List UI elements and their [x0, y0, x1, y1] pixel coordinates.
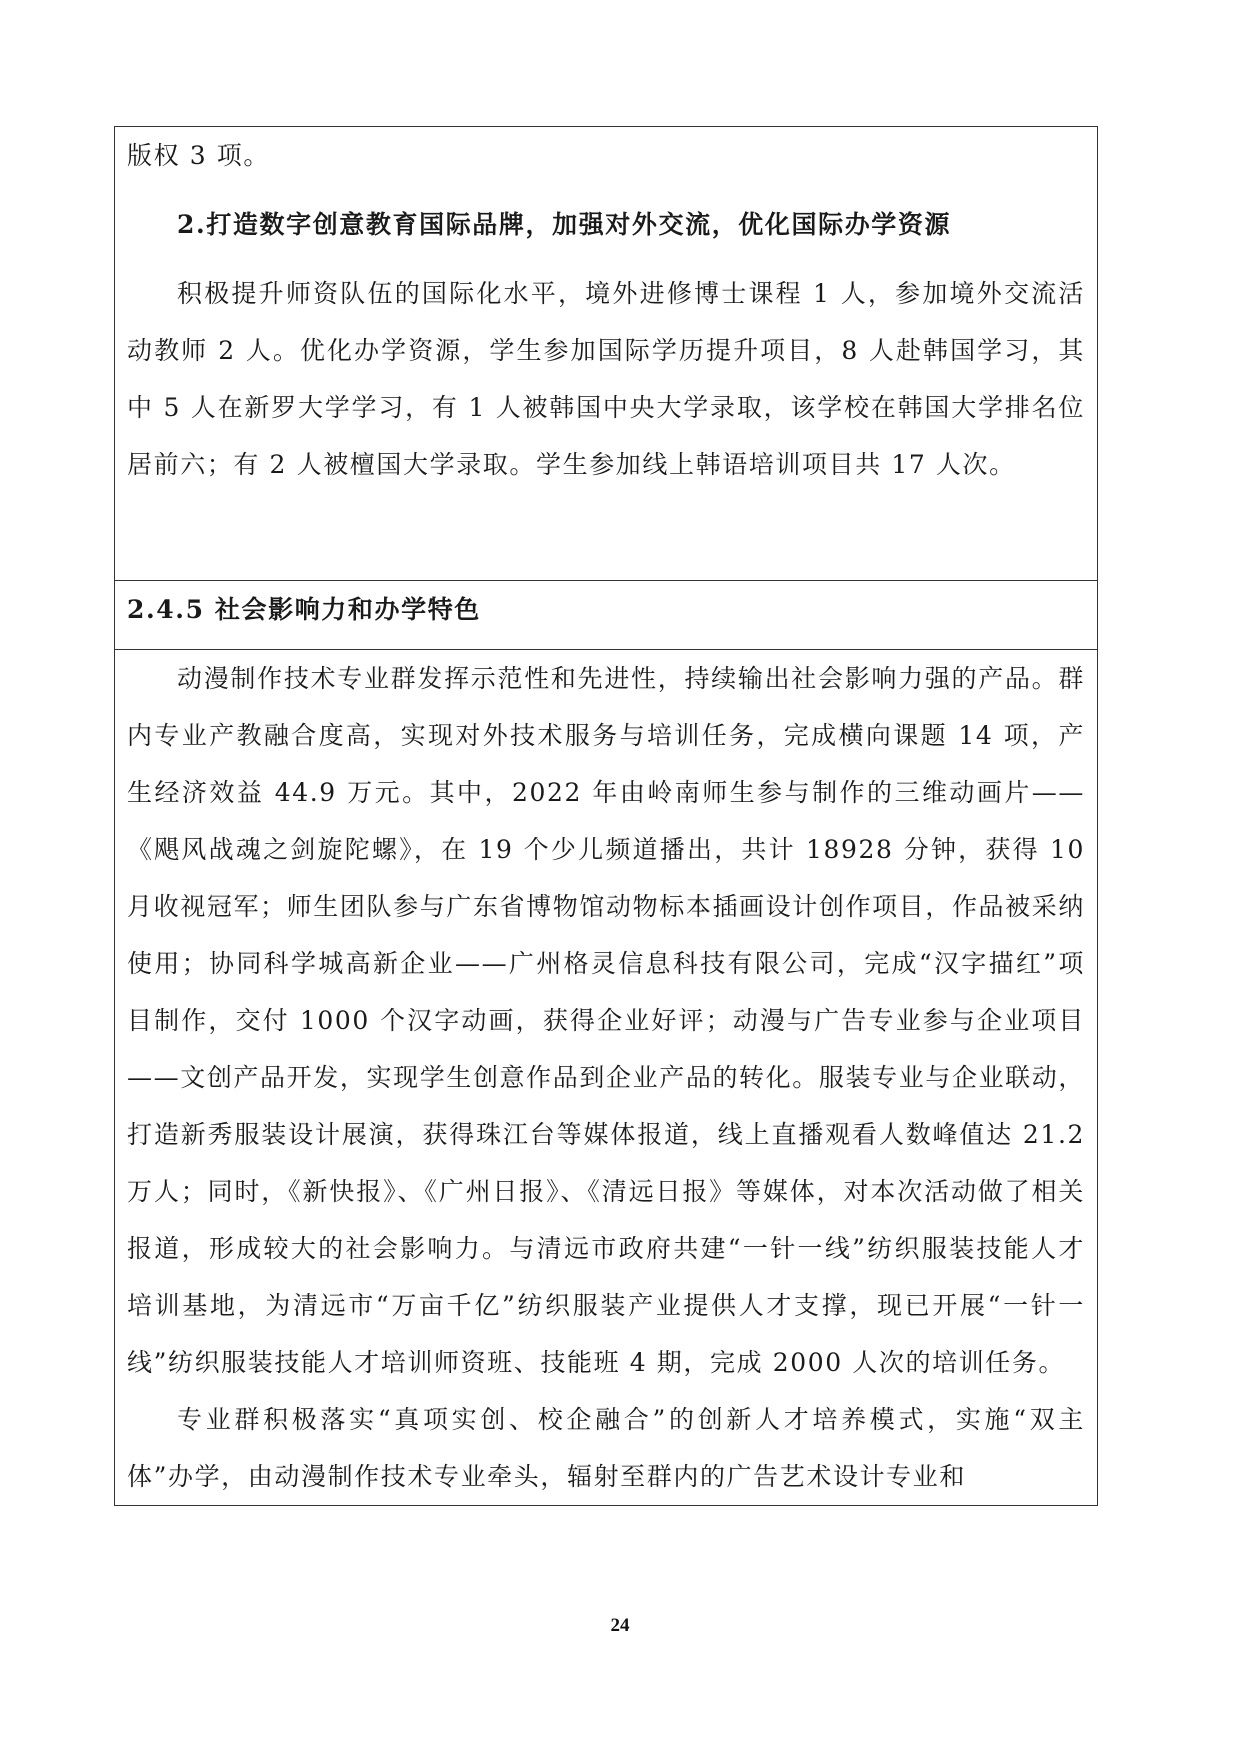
international-brand-subheading: 2.打造数字创意教育国际品牌，加强对外交流，优化国际办学资源: [177, 210, 952, 239]
section-title: 2.4.5 社会影响力和办学特色: [127, 595, 481, 624]
talent-model-paragraph: 专业群积极落实“真项实创、校企融合”的创新人才培养模式，实施“双主体”办学，由动漫制作技术专业牵头，辐射至群内的广告艺术设计专业和: [127, 1405, 1085, 1491]
page-number: 24: [610, 1615, 630, 1636]
table-row: [115, 127, 1098, 581]
section-heading-cell: [115, 581, 1098, 650]
social-influence-paragraph: 动漫制作技术专业群发挥示范性和先进性，持续输出社会影响力强的产品。群内专业产教融合度高，实现对外技术服务与培训任务，完成横向课题 14 项，产生经济效益 44.9 万元。其中，2022 年由岭南师生参与制作的三维动画片——《飓风战魂之剑旋陀螺》，在 19 个少儿频道播出，共计 18928 分钟，获得 10 月收视冠军；师生团队参与广东省博物馆动物标本插画设计创作项目，作品被采纳使用；协同科学城高新企业——广州格灵信息科技有限公司，完成“汉字描红”项目制作，交付 1000 个汉字动画，获得企业好评；动漫与广告专业参与企业项目——文创产品开发，实现学生创意作品到企业产品的转化。服装专业与企业联动，打造新秀服装设计展演，获得珠江台等媒体报道，线上直播观看人数峰值达 21.2 万人；同时，《新快报》、《广州日报》、《清远日报》等媒体，对本次活动做了相关报道，形成较大的社会影响力。与清远市政府共建“一针一线”纺织服装技能人才培训基地，为清远市“万亩千亿”纺织服装产业提供人才支撑，现已开展“一针一线”纺织服装技能人才培训师资班、技能班 4 期，完成 2000 人次的培训任务。: [127, 664, 1085, 1377]
international-exchange-paragraph: 积极提升师资队伍的国际化水平，境外进修博士课程 1 人，参加境外交流活动教师 2 人。优化办学资源，学生参加国际学历提升项目，8 人赴韩国学习，其中 5 人在新罗大学学习，有 1 人被韩国中央大学录取，该学校在韩国大学排名位居前六；有 2 人被檀国大学录取。学生参加线上韩语培训项目共 17 人次。: [127, 279, 1085, 479]
continuation-text: 版权 3 项。: [127, 141, 270, 170]
table-row: [115, 650, 1098, 1506]
social-influence-cell: [115, 650, 1098, 1506]
international-exchange-cell: [115, 127, 1098, 581]
report-table: [114, 126, 1098, 1506]
table-row: [115, 581, 1098, 650]
